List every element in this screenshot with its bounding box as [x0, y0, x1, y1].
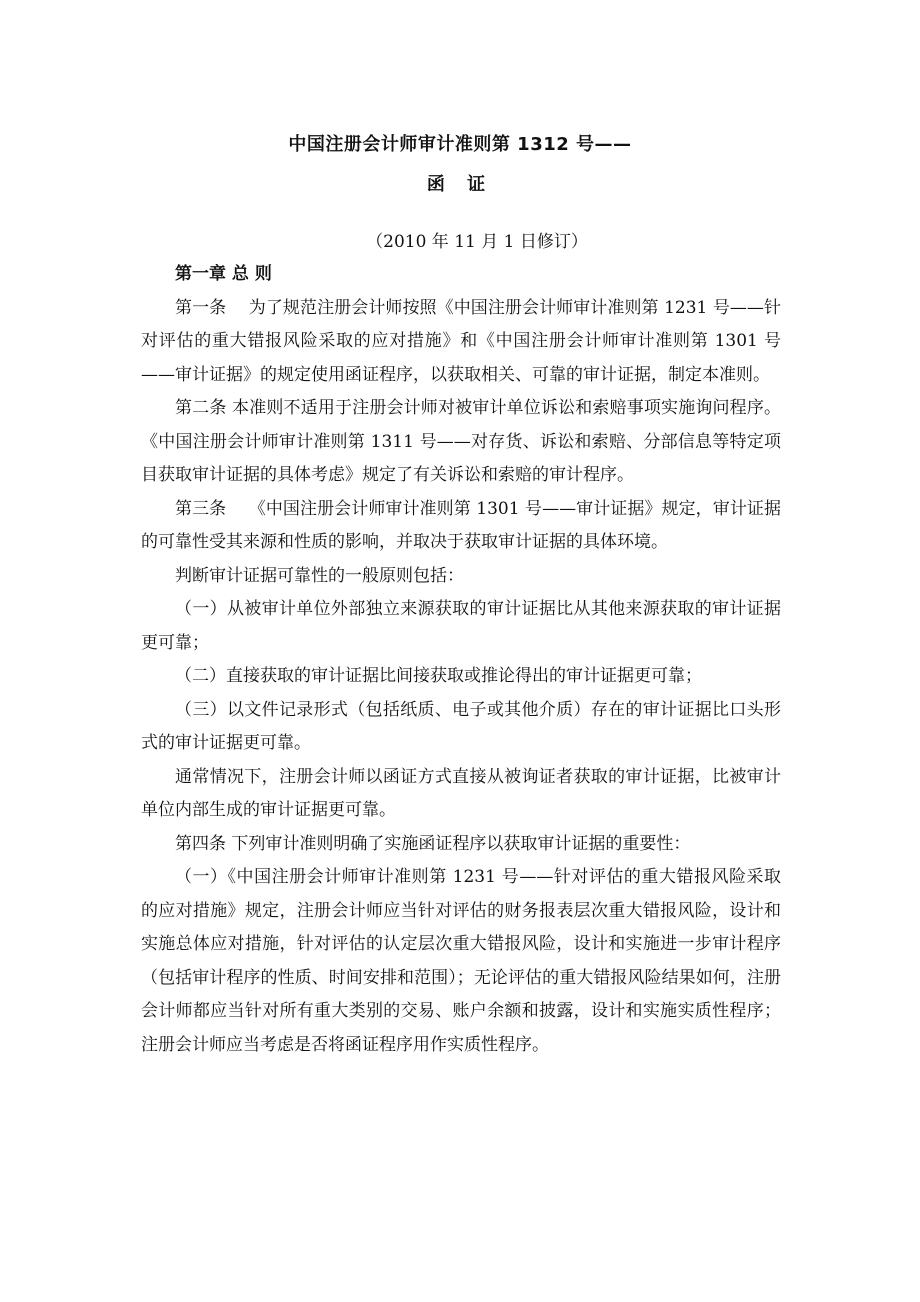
article-2: 第二条 本准则不适用于注册会计师对被审计单位诉讼和索赔事项实施询问程序。《中国注册会计师审计准则第 1311 号——对存货、诉讼和索赔、分部信息等特定项目获取审计证据的具体考虑》规定了有关诉讼和索赔的审计程序。 [141, 398, 781, 485]
article-1: 第一条 为了规范注册会计师按照《中国注册会计师审计准则第 1231 号——针对评估的重大错报风险采取的应对措施》和《中国注册会计师审计准则第 1301 号——审计证据》的规定使用函证程序，以获取相关、可靠的审计证据，制定本准则。 [141, 297, 781, 385]
document-subtitle: 函 证 [426, 174, 494, 195]
document-body [141, 258, 781, 1062]
reliability-principles-intro: 判断审计证据可靠性的一般原则包括： [175, 565, 464, 586]
article-4-item-1: （一）《中国注册会计师审计准则第 1231 号——针对评估的重大错报风险采取的应对措施》规定，注册会计师应当针对评估的财务报表层次重大错报风险，设计和实施总体应对措施，针对评估的认定层次重大错报风险，设计和实施进一步审计程序（包括审计程序的性质、时间安排和范围）；无论评估的重大错报风险结果如何，注册会计师都应当针对所有重大类别的交易、账户余额和披露，设计和实施实质性程序；注册会计师应当考虑是否将函证程序用作实质性程序。 [141, 867, 781, 1055]
article-3: 第三条 《中国注册会计师审计准则第 1301 号——审计证据》规定，审计证据的可靠性受其来源和性质的影响，并取决于获取审计证据的具体环境。 [141, 498, 781, 552]
document-title: 中国注册会计师审计准则第 1312 号—— [288, 134, 632, 155]
chapter-heading: 第一章 总 则 [175, 264, 272, 284]
principle-item-3: （三）以文件记录形式（包括纸质、电子或其他介质）存在的审计证据比口头形式的审计证据更可靠。 [141, 699, 781, 753]
article-4: 第四条 下列审计准则明确了实施函证程序以获取审计证据的重要性： [175, 833, 691, 854]
principle-item-2: （二）直接获取的审计证据比间接获取或推论得出的审计证据更可靠； [175, 666, 702, 686]
revision-note: （2010 年 11 月 1 日修订） [366, 232, 588, 252]
general-note-paragraph: 通常情况下，注册会计师以函证方式直接从被询证者获取的审计证据，比被审计单位内部生成的审计证据更可靠。 [141, 766, 781, 820]
principle-item-1: （一）从被审计单位外部独立来源获取的审计证据比从其他来源获取的审计证据更可靠； [141, 599, 781, 653]
